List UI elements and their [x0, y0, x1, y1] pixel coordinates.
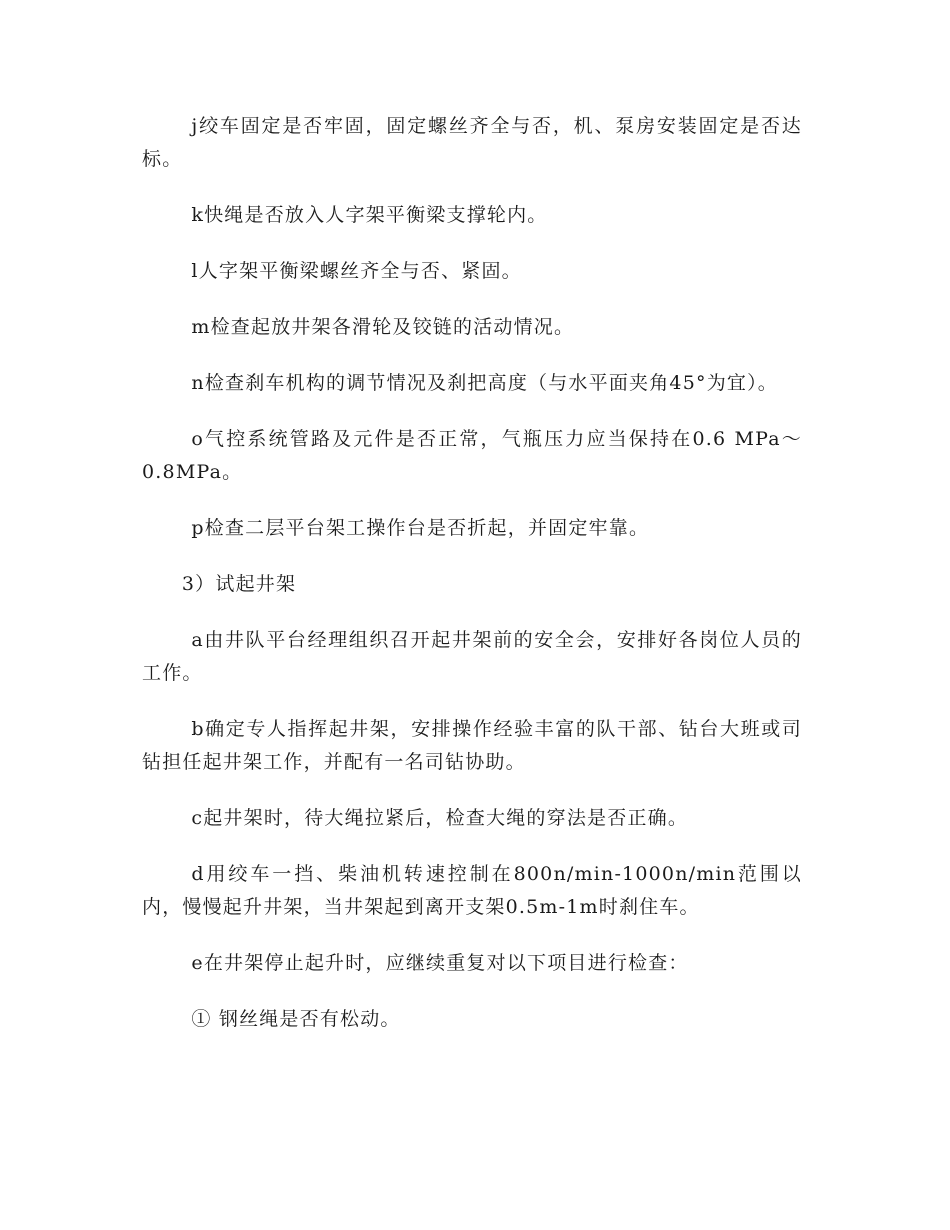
paragraph-b-designated-commander: b确定专人指挥起井架，安排操作经验丰富的队干部、钻台大班或司钻担任起井架工作，并配有一名司钻协助。 — [142, 718, 802, 773]
paragraph-d-slow-raise: d用绞车一挡、柴油机转速控制在800n/min-1000n/min范围以内，慢慢起升井架，当井架起到离开支架0.5m-1m时刹住车。 — [142, 863, 802, 918]
paragraph-a-safety-meeting: a由井队平台经理组织召开起井架前的安全会，安排好各岗位人员的工作。 — [142, 629, 802, 684]
paragraph-l-balance-beam-bolts: l人字架平衡梁螺丝齐全与否、紧固。 — [191, 260, 522, 282]
paragraph-j-winch-fixing: j绞车固定是否牢固，固定螺丝齐全与否，机、泵房安装固定是否达标。 — [142, 115, 802, 170]
paragraph-n-brake-mechanism: n检查刹车机构的调节情况及刹把高度（与水平面夹角45°为宜）。 — [191, 372, 779, 394]
paragraph-k-fast-line: k快绳是否放入人字架平衡梁支撑轮内。 — [191, 204, 548, 226]
list-item-1-wire-rope-loose: ① 钢丝绳是否有松动。 — [191, 1008, 401, 1030]
paragraph-c-check-rope-reeving: c起井架时，待大绳拉紧后，检查大绳的穿法是否正确。 — [191, 807, 689, 829]
paragraph-p-second-platform: p检查二层平台架工操作台是否折起，并固定牢靠。 — [191, 517, 650, 539]
paragraph-o-pneumatic-system: o气控系统管路及元件是否正常，气瓶压力应当保持在0.6 MPa～0.8MPa。 — [142, 428, 802, 483]
section-heading-trial-raise-derrick: 3）试起井架 — [181, 573, 297, 595]
paragraph-e-recheck-items: e在井架停止起升时，应继续重复对以下项目进行检查： — [191, 952, 689, 974]
paragraph-m-pulleys-hinges: m检查起放井架各滑轮及铰链的活动情况。 — [191, 316, 575, 338]
document-body — [142, 110, 802, 1059]
